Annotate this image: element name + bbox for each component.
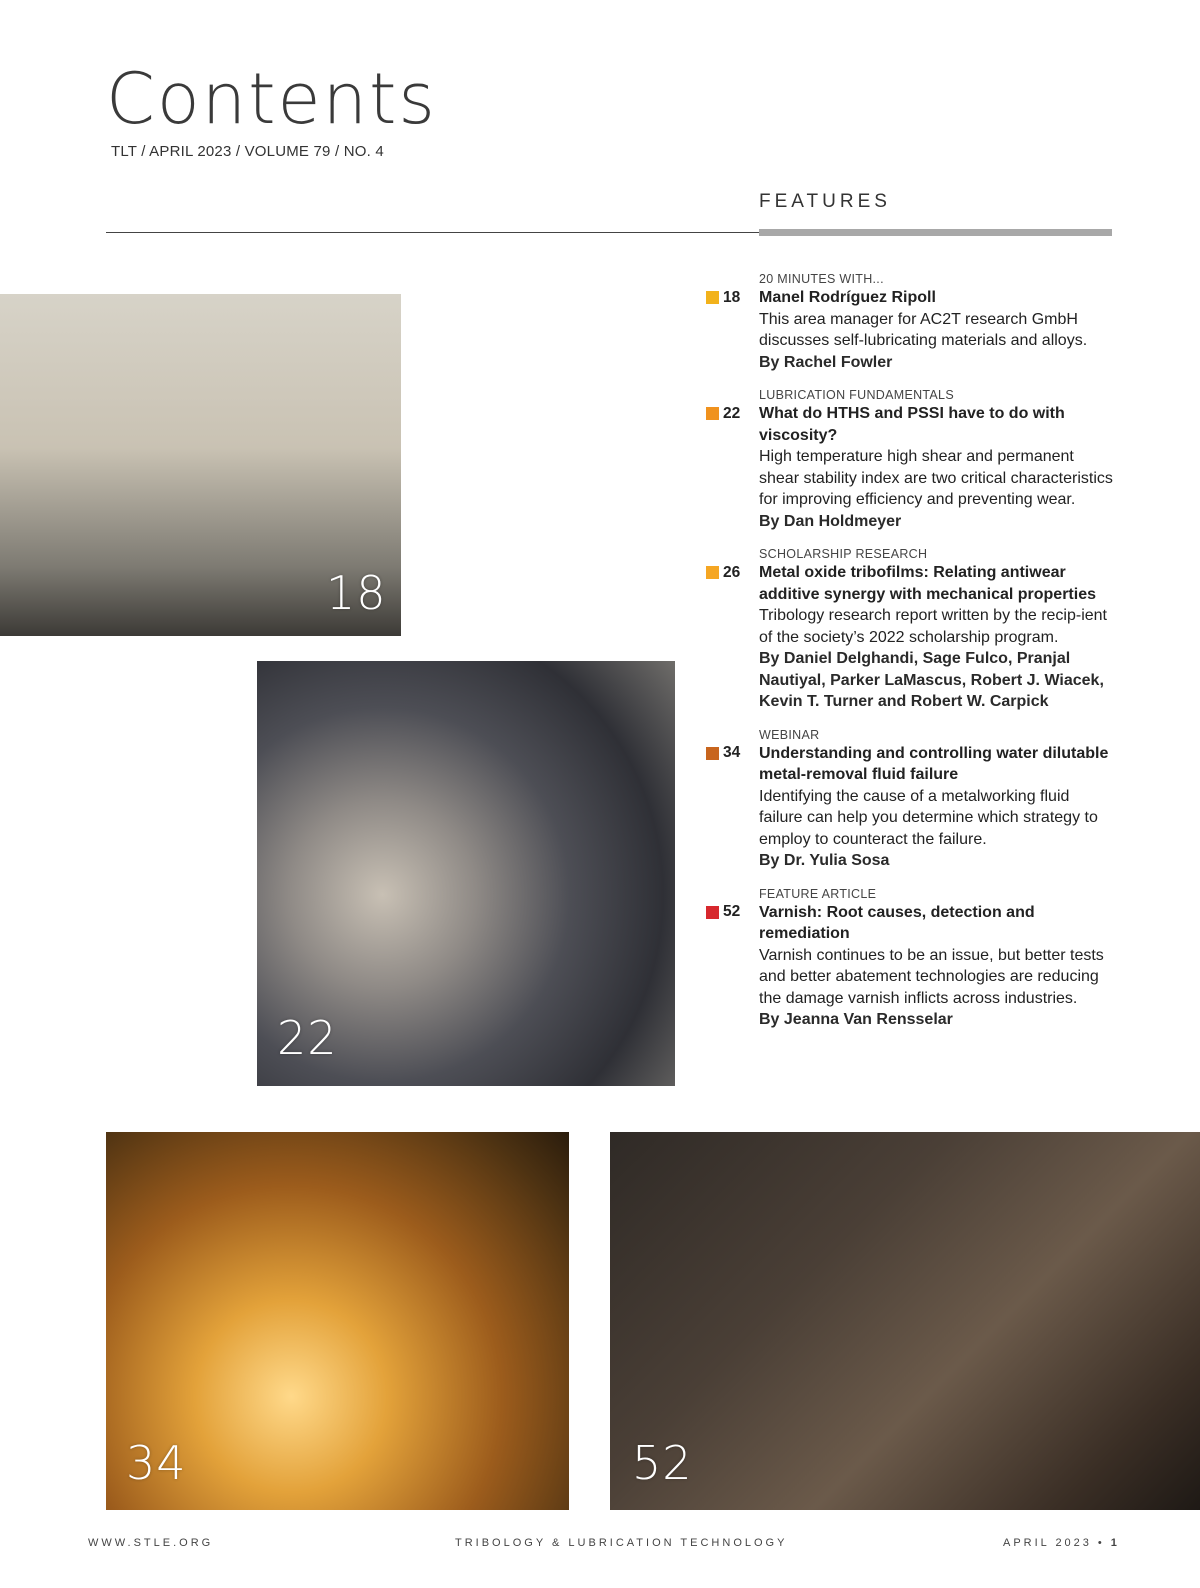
feature-entry[interactable]: [706, 727, 1116, 872]
photo-page-number: 22: [277, 1011, 338, 1065]
feature-byline: By Dan Holdmeyer: [759, 512, 902, 530]
feature-headline[interactable]: Understanding and controlling water dilutable metal-removal fluid failure: [759, 744, 1109, 783]
feature-page-number: 26: [723, 563, 741, 581]
footer-publication: TRIBOLOGY & LUBRICATION TECHNOLOGY: [455, 1537, 788, 1549]
features-heading: FEATURES: [759, 191, 891, 212]
feature-kicker: WEBINAR: [759, 727, 820, 742]
feature-description: Identifying the cause of a metalworking fluid failure can help you determine which strategy to employ to counteract the failure.: [759, 787, 1098, 848]
photo-machining-sparks[interactable]: [106, 1132, 569, 1510]
feature-description: This area manager for AC2T research GmbH discusses self-lubricating materials and alloys.: [759, 310, 1088, 349]
feature-kicker: SCHOLARSHIP RESEARCH: [759, 547, 928, 561]
feature-kicker: 20 MINUTES WITH...: [759, 272, 884, 286]
feature-description: High temperature high shear and permanent shear stability index are two critical characteristics for improving efficiency and preventing wear.: [759, 448, 1113, 508]
feature-headline[interactable]: What do HTHS and PSSI have to do with viscosity?: [759, 405, 1065, 444]
photo-page-number: 52: [632, 1436, 693, 1490]
feature-byline: By Dr. Yulia Sosa: [759, 852, 890, 869]
feature-entry[interactable]: [706, 271, 1116, 373]
feature-page-number: 34: [723, 744, 741, 761]
feature-kicker: LUBRICATION FUNDAMENTALS: [759, 388, 954, 402]
features-underline: [759, 229, 1112, 236]
feature-byline: By Jeanna Van Rensselar: [759, 1011, 953, 1028]
photo-page-number: 18: [326, 566, 387, 620]
footer-issue-page: [1003, 1537, 1120, 1549]
page-title: Contents: [106, 58, 437, 140]
feature-entry[interactable]: [706, 387, 1116, 532]
footer-website[interactable]: WWW.STLE.ORG: [88, 1537, 214, 1549]
photo-gears[interactable]: [257, 661, 675, 1086]
feature-byline: By Rachel Fowler: [759, 353, 893, 371]
feature-entry[interactable]: [706, 886, 1116, 1031]
footer-page-number: 1: [1110, 1537, 1120, 1549]
feature-headline[interactable]: Metal oxide tribofilms: Relating antiwear additive synergy with mechanical properties: [759, 564, 1096, 603]
feature-byline: By Daniel Delghandi, Sage Fulco, Pranjal Nautiyal, Parker LaMascus, Robert J. Wiacek, Kevin T. Turner and Robert W. Carpick: [759, 650, 1104, 710]
photo-researchers[interactable]: [0, 294, 401, 636]
color-square-icon: [706, 747, 719, 760]
feature-kicker: FEATURE ARTICLE: [759, 886, 877, 901]
feature-description: Tribology research report written by the recip-ient of the society’s 2022 scholarship program.: [759, 607, 1107, 646]
color-square-icon: [706, 291, 719, 304]
color-square-icon: [706, 906, 719, 919]
divider-rule: [106, 232, 760, 233]
feature-page-number: 18: [723, 288, 741, 306]
feature-entry[interactable]: [706, 546, 1116, 713]
features-list: [706, 271, 1116, 1045]
feature-page-number: 52: [723, 903, 741, 920]
feature-headline[interactable]: Manel Rodríguez Ripoll: [759, 289, 936, 306]
footer-issue: APRIL 2023: [1003, 1537, 1092, 1549]
color-square-icon: [706, 407, 719, 420]
feature-page-number: 22: [723, 404, 741, 422]
footer-separator: •: [1097, 1537, 1105, 1549]
photo-page-number: 34: [126, 1436, 187, 1490]
issue-line: TLT / APRIL 2023 / VOLUME 79 / NO. 4: [111, 143, 384, 160]
feature-description: Varnish continues to be an issue, but better tests and better abatement technologies are reducing the damage varnish inflicts across industries.: [759, 946, 1104, 1007]
color-square-icon: [706, 566, 719, 579]
photo-engine-block[interactable]: [610, 1132, 1200, 1510]
feature-headline[interactable]: Varnish: Root causes, detection and remediation: [759, 903, 1035, 942]
